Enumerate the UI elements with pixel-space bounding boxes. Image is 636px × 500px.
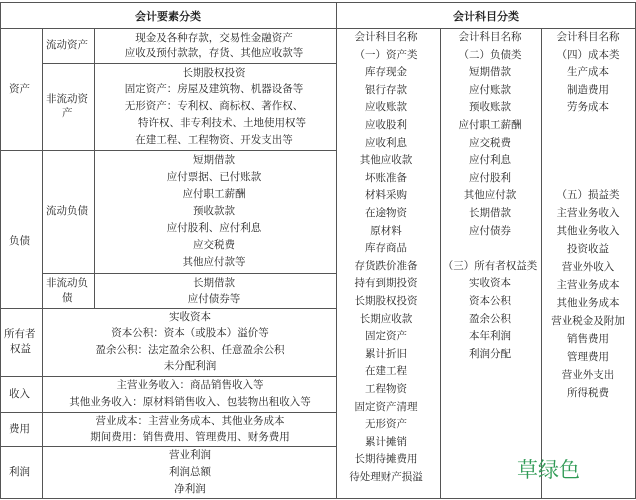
account-item: 库存现金: [365, 66, 407, 79]
category-assets: 资产: [9, 83, 30, 95]
account-item: （四）成本类: [556, 48, 620, 61]
column-divider: [541, 28, 542, 499]
left-header: 会计要素分类: [135, 10, 201, 23]
account-item: 其他应付款: [463, 189, 517, 202]
row-divider: [0, 376, 336, 377]
account-item: 持有到期投资: [354, 277, 418, 290]
account-item: 库存商品: [365, 242, 407, 255]
account-item: （二）负债类: [458, 48, 522, 61]
item-text: 现金及各种存款，交易性金融资产: [135, 32, 293, 44]
category-equity-cont: 权益: [10, 343, 31, 355]
item-text: 无形资产：专利权、商标权、著作权、: [124, 100, 304, 112]
account-item: 其他业务收入: [556, 225, 620, 237]
account-item: 在途物资: [365, 207, 407, 219]
category-liabilities: 负债: [9, 235, 30, 247]
row-divider: [42, 273, 336, 274]
account-item: 长期待摊费用: [354, 453, 418, 466]
item-text: 利润总额: [169, 466, 211, 478]
item-text: 应收及预付款款，存货、其他应收款等: [124, 47, 304, 59]
row-divider: [0, 150, 336, 151]
account-item: 生产成本: [567, 66, 609, 79]
account-item: 银行存款: [365, 83, 407, 96]
account-item: 长期股权投资: [354, 295, 418, 307]
account-item: 本年利润: [469, 330, 511, 343]
account-item: 在建工程: [365, 365, 407, 378]
watermark-text: 草绿色: [517, 458, 580, 482]
account-item: 工程物资: [365, 383, 407, 395]
item-text: 应付票据、已付账款: [166, 171, 262, 183]
account-item: 利润分配: [469, 347, 511, 360]
account-item: 预收账款: [469, 101, 511, 114]
item-text: 期间费用：销售费用、管理费用、财务费用: [90, 431, 290, 443]
account-item: 实收资本: [469, 277, 511, 290]
item-text: 其他应付款等: [182, 256, 246, 268]
account-item: 应付利息: [469, 154, 511, 167]
account-item: 所得税费: [567, 387, 609, 399]
category-equity: 所有者: [4, 328, 36, 340]
account-item: 应收股利: [365, 119, 407, 131]
item-text: 盈余公积：法定盈余公积、任意盈余公积: [95, 344, 285, 356]
item-text: 主营业务收入：商品销售收入等: [116, 379, 264, 391]
account-item: （五）损益类: [556, 189, 620, 201]
account-item: 投资收益: [567, 243, 609, 255]
item-text: 特许权、非专利技术、土地使用权等: [138, 117, 306, 129]
account-item: 应收利息: [365, 136, 407, 149]
account-item: 盈余公积: [469, 312, 511, 325]
account-item: 应付职工薪酬: [458, 119, 522, 131]
account-item: 会计科目名称: [354, 31, 418, 43]
account-item: 应付股利: [469, 171, 511, 184]
account-item: 销售费用: [567, 333, 609, 345]
category-profit: 利润: [9, 466, 30, 478]
row-divider: [0, 412, 336, 413]
column-divider: [440, 28, 441, 499]
section-divider: [336, 2, 337, 499]
subcategory-noncurrent-liabilities: 非流动负: [46, 277, 88, 289]
category-expense: 费用: [9, 423, 30, 435]
account-item: （一）资产类: [354, 48, 418, 61]
row-divider: [42, 63, 336, 64]
account-item: 资本公积: [469, 295, 511, 307]
item-text: 净利润: [174, 483, 206, 495]
item-text: 资本公积：资本（或股本）溢价等: [111, 327, 269, 339]
subcategory-current-liabilities: 流动负债: [46, 205, 88, 217]
account-item: （三）所有者权益类: [442, 259, 538, 272]
item-text: 预收款款: [193, 205, 235, 217]
item-text: 应付股利、应付利息: [166, 222, 262, 234]
row-divider: [0, 446, 336, 447]
account-item: 应交税费: [469, 136, 511, 149]
category-divider: [42, 28, 43, 499]
subcategory-noncurrent-assets-cont: 产: [62, 107, 73, 119]
account-item: 其他业务成本: [556, 297, 620, 309]
account-item: 长期借款: [469, 207, 511, 219]
account-item: 管理费用: [567, 351, 609, 363]
table-border-left: [0, 2, 1, 499]
account-item: 累计摊销: [365, 435, 407, 448]
account-item: 原材料: [370, 224, 402, 237]
item-text: 未分配利润: [163, 360, 217, 372]
account-item: 固定资产: [365, 330, 407, 343]
item-text: 短期借款: [193, 154, 235, 166]
account-item: 长期应收款: [359, 312, 413, 325]
account-item: 会计科目名称: [556, 31, 620, 43]
item-text: 应交税费: [193, 239, 235, 251]
item-text: 在建工程、工程物资、开发支出等: [135, 134, 293, 146]
account-item: 主营业务收入: [556, 207, 620, 219]
item-text: 其他业务收入：原材料销售收入、包装物出租收入等: [69, 396, 311, 408]
subcategory-current-assets: 流动资产: [46, 39, 88, 51]
account-item: 应收账款: [365, 101, 407, 114]
account-item: 营业外支出: [561, 369, 615, 381]
account-item: 主营业务成本: [556, 279, 620, 291]
account-item: 劳务成本: [567, 101, 609, 114]
account-item: 营业外收入: [561, 261, 615, 273]
account-item: 材料采购: [365, 189, 407, 202]
account-item: 短期借款: [469, 66, 511, 79]
subcategory-noncurrent-assets: 非流动资: [46, 93, 88, 105]
subcategory-noncurrent-liabilities-cont: 债: [62, 292, 73, 304]
account-item: 应付账款: [469, 83, 511, 96]
category-revenue: 收入: [9, 388, 30, 400]
account-item: 坏账准备: [365, 171, 407, 184]
table-border-top: [0, 2, 636, 3]
account-item: 营业税金及附加: [551, 315, 625, 327]
item-text: 长期借款: [193, 277, 235, 289]
item-text: 营业成本：主营业务成本、其他业务成本: [95, 415, 285, 427]
item-text: 固定资产：房屋及建筑物、机器设备等: [124, 83, 304, 95]
account-item: 制造费用: [567, 83, 609, 96]
account-item: 应付债券: [469, 224, 511, 237]
item-text: 营业利润: [169, 449, 211, 461]
account-item: 固定资产清理: [354, 400, 418, 413]
item-text: 应付债券等: [187, 293, 241, 305]
right-header: 会计科目分类: [453, 10, 519, 23]
account-item: 存货跌价准备: [354, 259, 418, 272]
account-item: 其他应收款: [359, 154, 413, 167]
account-item: 累计折旧: [365, 347, 407, 360]
account-item: 无形资产: [365, 418, 407, 431]
item-text: 实收资本: [169, 311, 211, 323]
subcategory-divider: [94, 28, 95, 308]
row-divider: [0, 308, 336, 309]
account-item: 待处理财产损溢: [349, 471, 423, 483]
account-item: 会计科目名称: [458, 31, 522, 43]
item-text: 长期股权投资: [182, 67, 246, 79]
item-text: 应付职工薪酬: [182, 188, 246, 200]
